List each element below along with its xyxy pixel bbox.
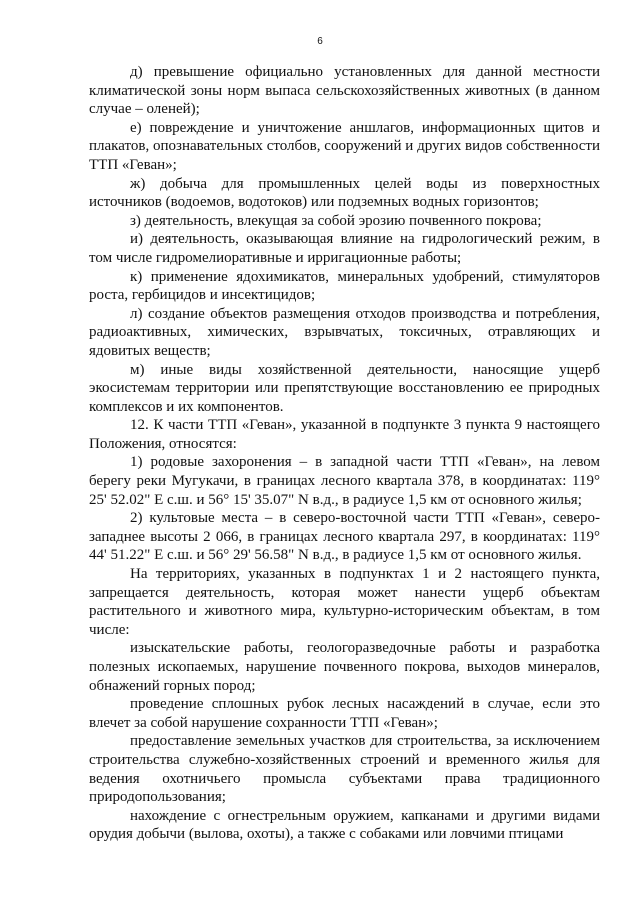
- paragraph-subitem-1: 1) родовые захоронения – в западной части ТТП «Геван», на левом берегу реки Мугукачи, в границах лесного квартала 378, в координатах: 119° 25' 52.02" Е с.ш. и 56° 15' 35.07" N в.д., в радиусе 1,5 км от основного жилья;: [89, 454, 600, 508]
- paragraph-item-z: з) деятельность, влекущая за собой эрозию почвенного покрова;: [130, 212, 542, 229]
- paragraph-item-e: е) повреждение и уничтожение аншлагов, информационных щитов и плакатов, опознавательных столбов, сооружений и других видов собственности ТТП «Геван»;: [89, 119, 600, 173]
- paragraph-prohibition-survey: изыскательские работы, геологоразведочные работы и разработка полезных ископаемых, нарушение почвенного покрова, выходов минералов, обнажений горных пород;: [89, 640, 600, 694]
- document-body: [89, 63, 600, 844]
- paragraph-item-k: к) применение ядохимикатов, минеральных удобрений, стимуляторов роста, гербицидов и инсектицидов;: [89, 268, 600, 304]
- paragraph-prohibition-land: предоставление земельных участков для строительства, за исключением строительства служебно-хозяйственных строений и временного жилья для ведения охотничьего промысла субъектами права традиционного природопользования;: [89, 733, 600, 806]
- paragraph-item-d: д) превышение официально установленных для данной местности климатической зоны норм выпаса сельскохозяйственных животных (в данном случае – оленей);: [89, 64, 600, 118]
- paragraph-item-l: л) создание объектов размещения отходов производства и потребления, радиоактивных, химических, взрывчатых, токсичных, отравляющих и ядовитых веществ;: [89, 305, 600, 359]
- paragraph-subitem-2: 2) культовые места – в северо-восточной части ТТП «Геван», северо-западнее высоты 2 066, в границах лесного квартала 297, в координатах: 119° 44' 51.22" Е с.ш. и 56° 29' 56.58" N в.д., в радиусе 1,5 км от основного жилья.: [89, 510, 600, 564]
- paragraph-prohibition-weapons: нахождение с огнестрельным оружием, капканами и другими видами орудия добычи (вылова, охоты), а также с собаками или ловчими птицами: [89, 807, 600, 843]
- page-number: 6: [317, 36, 323, 47]
- paragraph-clause-12: 12. К части ТТП «Геван», указанной в подпункте 3 пункта 9 настоящего Положения, относятся:: [89, 417, 600, 452]
- paragraph-item-i: и) деятельность, оказывающая влияние на гидрологический режим, в том числе гидромелиоративные и ирригационные работы;: [89, 231, 600, 266]
- paragraph-prohibition-intro: На территориях, указанных в подпунктах 1 и 2 настоящего пункта, запрещается деятельность, которая может нанести ущерб объектам растительного и животного мира, культурно-историческим объектам, в том числе:: [89, 566, 600, 638]
- paragraph-prohibition-logging: проведение сплошных рубок лесных насаждений в случае, если это влечет за собой нарушение сохранности ТТП «Геван»;: [89, 696, 600, 731]
- paragraph-item-m: м) иные виды хозяйственной деятельности, наносящие ущерб экосистемам территории или препятствующие восстановлению ее природных комплексов и их компонентов.: [89, 361, 600, 415]
- paragraph-item-zh: ж) добыча для промышленных целей воды из поверхностных источников (водоемов, водотоков) или подземных водных горизонтов;: [89, 175, 600, 211]
